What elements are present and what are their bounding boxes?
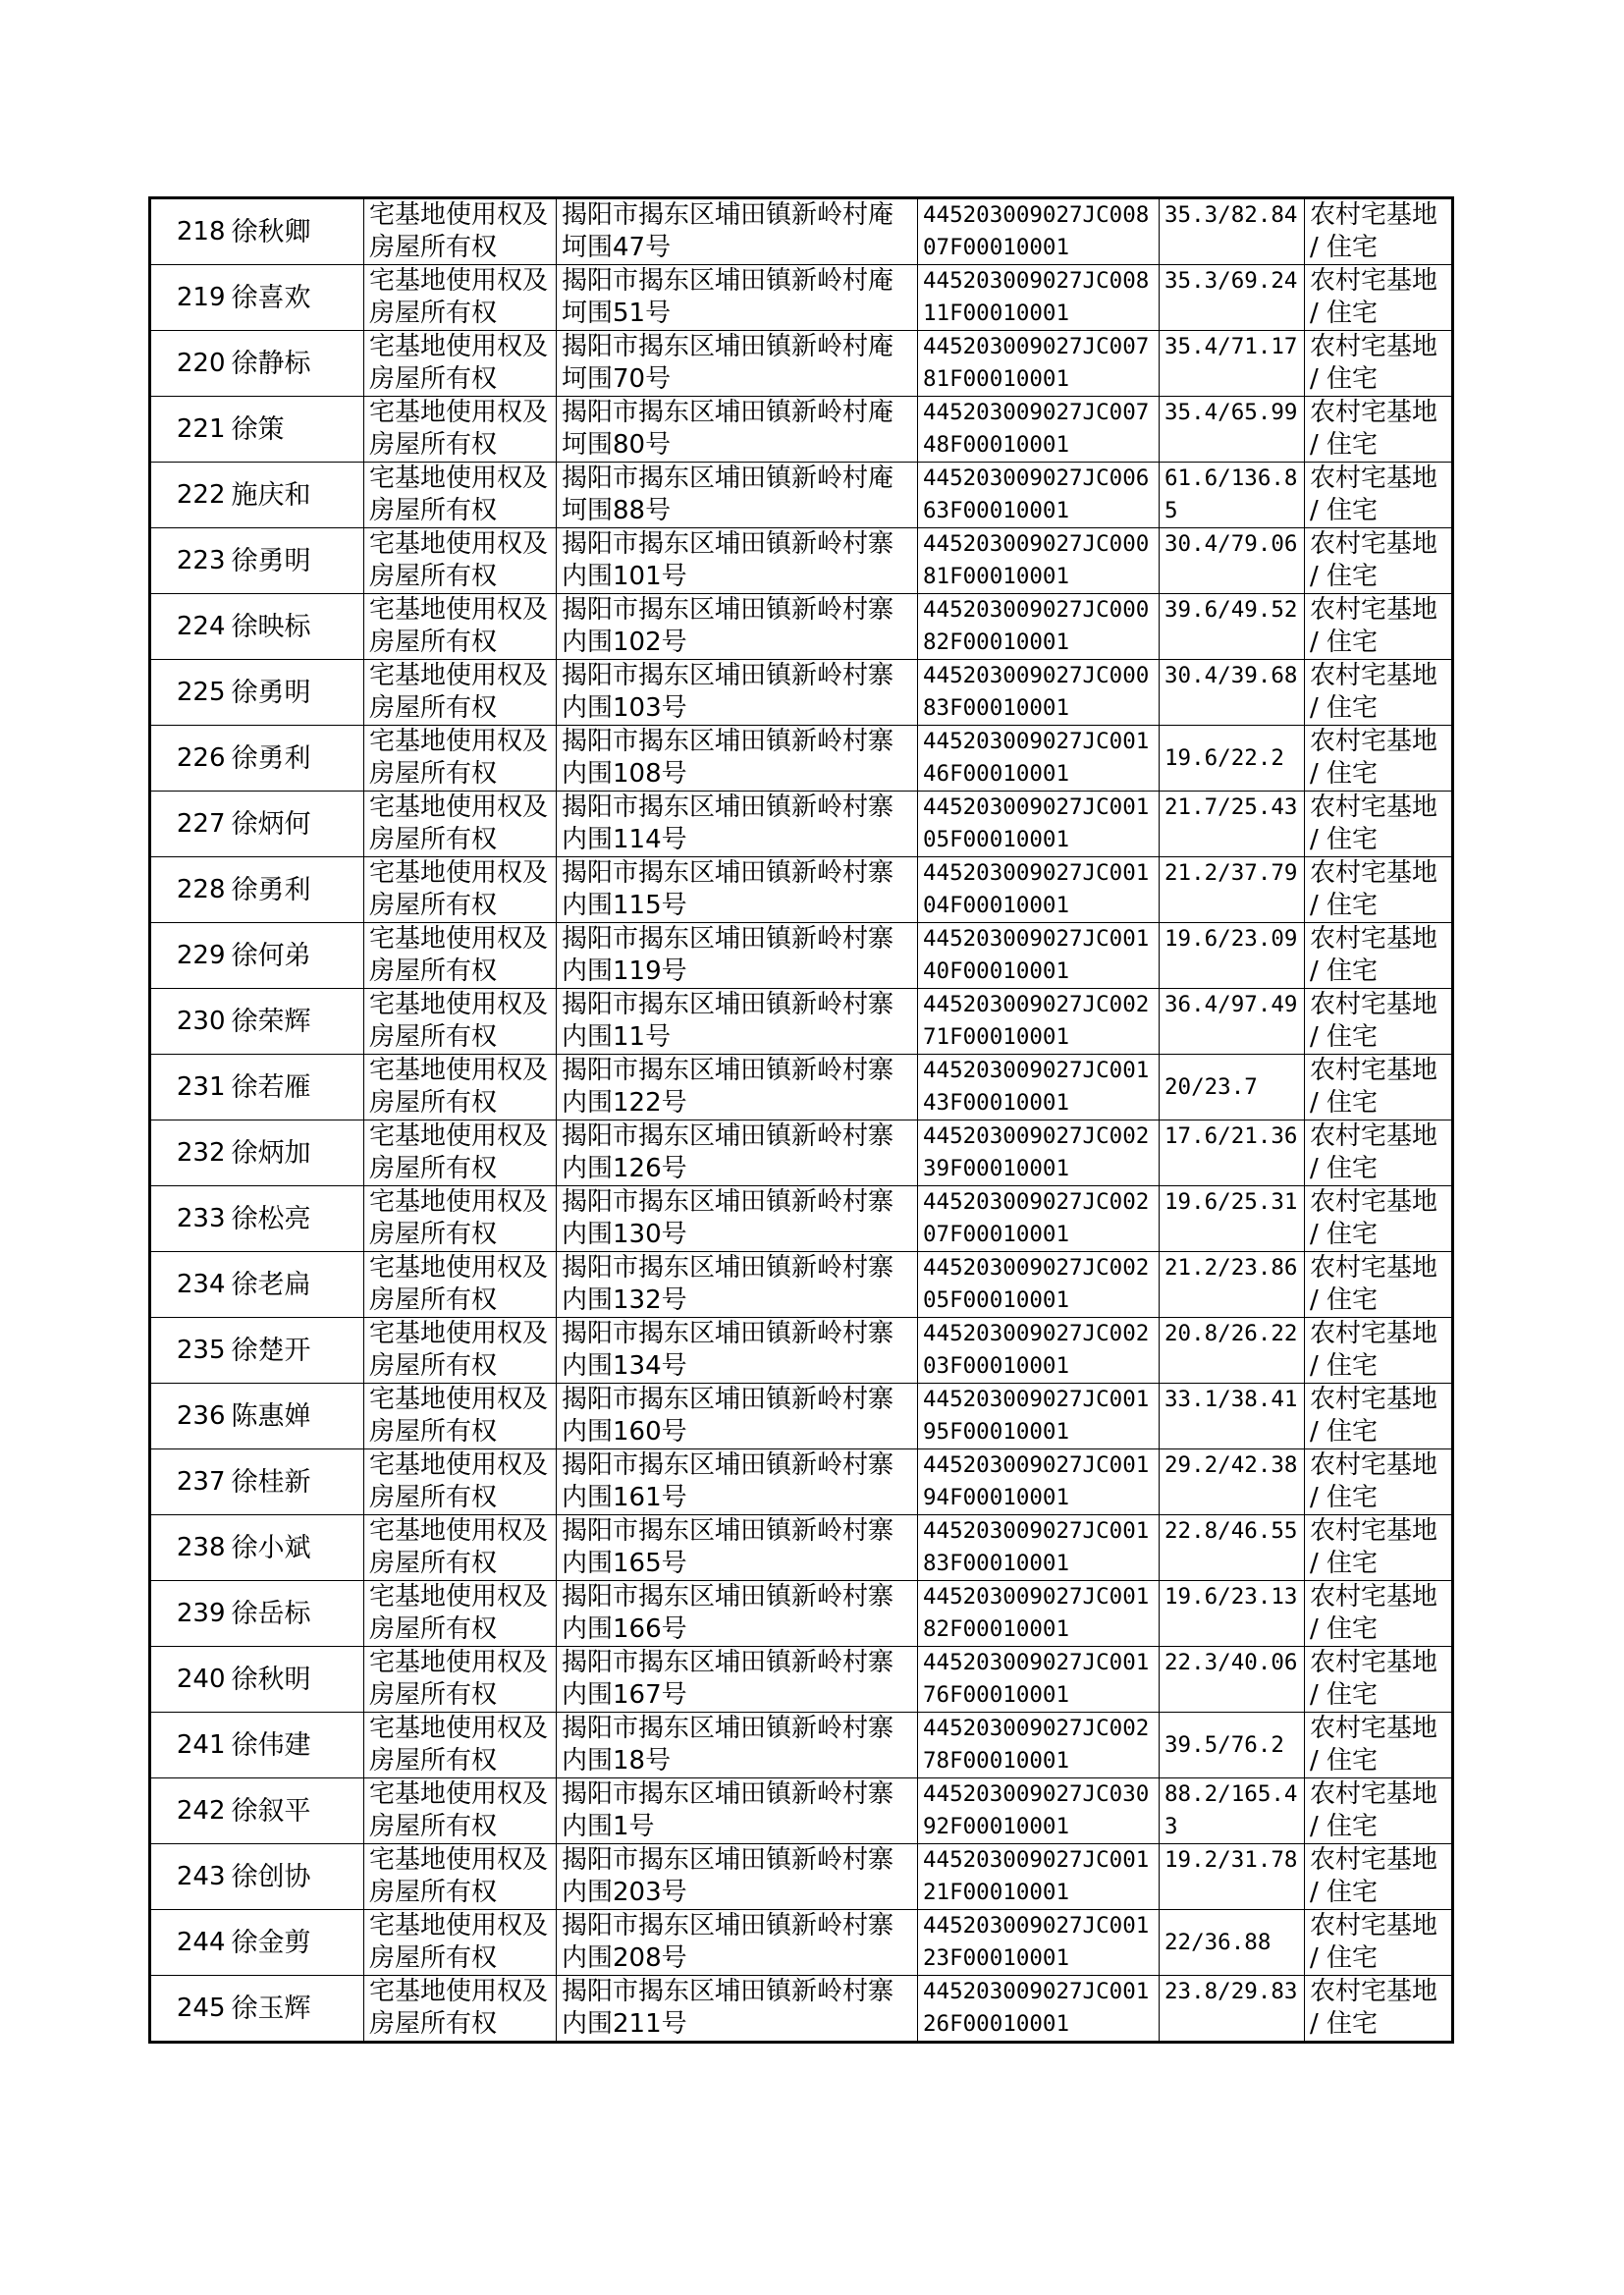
table-row [150, 1186, 1453, 1252]
owner-name: 徐映标 [229, 594, 364, 660]
property-location: 揭阳市揭东区埔田镇新岭村寨内围132号 [557, 1252, 918, 1318]
owner-name: 徐小斌 [229, 1515, 364, 1581]
owner-name: 徐炳加 [229, 1120, 364, 1186]
land-use: 农村宅基地 / 住宅 [1305, 1581, 1453, 1647]
table-row [150, 989, 1453, 1055]
area-value: 29.2/42.38 [1160, 1449, 1305, 1515]
property-location: 揭阳市揭东区埔田镇新岭村寨内围166号 [557, 1581, 918, 1647]
unit-code: 445203009027JC00205F00010001 [918, 1252, 1160, 1318]
area-value: 39.6/49.52 [1160, 594, 1305, 660]
unit-code: 445203009027JC00207F00010001 [918, 1186, 1160, 1252]
area-value: 22.8/46.55 [1160, 1515, 1305, 1581]
area-value: 35.4/71.17 [1160, 331, 1305, 397]
table-row [150, 726, 1453, 792]
table-row [150, 792, 1453, 857]
unit-code: 445203009027JC00123F00010001 [918, 1910, 1160, 1976]
unit-code: 445203009027JC00140F00010001 [918, 923, 1160, 989]
right-type: 宅基地使用权及房屋所有权 [364, 1713, 557, 1778]
owner-name: 徐若雁 [229, 1055, 364, 1120]
unit-code: 445203009027JC00146F00010001 [918, 726, 1160, 792]
right-type: 宅基地使用权及房屋所有权 [364, 1449, 557, 1515]
area-value: 35.3/82.84 [1160, 198, 1305, 265]
owner-name: 徐勇利 [229, 857, 364, 923]
land-use: 农村宅基地 / 住宅 [1305, 660, 1453, 726]
area-value: 22/36.88 [1160, 1910, 1305, 1976]
area-value: 61.6/136.85 [1160, 463, 1305, 528]
area-value: 17.6/21.36 [1160, 1120, 1305, 1186]
area-value: 19.6/25.31 [1160, 1186, 1305, 1252]
land-use: 农村宅基地 / 住宅 [1305, 1844, 1453, 1910]
row-number: 243 [150, 1844, 229, 1910]
table-row [150, 1581, 1453, 1647]
row-number: 229 [150, 923, 229, 989]
table-row [150, 265, 1453, 331]
area-value: 19.6/22.2 [1160, 726, 1305, 792]
unit-code: 445203009027JC00143F00010001 [918, 1055, 1160, 1120]
row-number: 227 [150, 792, 229, 857]
area-value: 23.8/29.83 [1160, 1976, 1305, 2043]
area-value: 20.8/26.22 [1160, 1318, 1305, 1384]
row-number: 218 [150, 198, 229, 265]
table-row [150, 1449, 1453, 1515]
owner-name: 徐叙平 [229, 1778, 364, 1844]
row-number: 240 [150, 1647, 229, 1713]
unit-code: 445203009027JC00082F00010001 [918, 594, 1160, 660]
right-type: 宅基地使用权及房屋所有权 [364, 331, 557, 397]
registry-table-body [150, 198, 1453, 2043]
area-value: 36.4/97.49 [1160, 989, 1305, 1055]
right-type: 宅基地使用权及房屋所有权 [364, 1055, 557, 1120]
property-location: 揭阳市揭东区埔田镇新岭村寨内围160号 [557, 1384, 918, 1449]
row-number: 226 [150, 726, 229, 792]
land-use: 农村宅基地 / 住宅 [1305, 857, 1453, 923]
table-row [150, 923, 1453, 989]
area-value: 19.2/31.78 [1160, 1844, 1305, 1910]
right-type: 宅基地使用权及房屋所有权 [364, 1910, 557, 1976]
owner-name: 徐创协 [229, 1844, 364, 1910]
row-number: 221 [150, 397, 229, 463]
land-use: 农村宅基地 / 住宅 [1305, 1186, 1453, 1252]
owner-name: 徐老扁 [229, 1252, 364, 1318]
right-type: 宅基地使用权及房屋所有权 [364, 857, 557, 923]
owner-name: 徐玉辉 [229, 1976, 364, 2043]
table-row [150, 397, 1453, 463]
table-row [150, 1844, 1453, 1910]
owner-name: 徐荣辉 [229, 989, 364, 1055]
land-use: 农村宅基地 / 住宅 [1305, 1647, 1453, 1713]
area-value: 33.1/38.41 [1160, 1384, 1305, 1449]
right-type: 宅基地使用权及房屋所有权 [364, 1252, 557, 1318]
row-number: 233 [150, 1186, 229, 1252]
owner-name: 徐喜欢 [229, 265, 364, 331]
row-number: 242 [150, 1778, 229, 1844]
unit-code: 445203009027JC00081F00010001 [918, 528, 1160, 594]
row-number: 230 [150, 989, 229, 1055]
area-value: 35.3/69.24 [1160, 265, 1305, 331]
property-location: 揭阳市揭东区埔田镇新岭村寨内围119号 [557, 923, 918, 989]
property-location: 揭阳市揭东区埔田镇新岭村寨内围165号 [557, 1515, 918, 1581]
right-type: 宅基地使用权及房屋所有权 [364, 265, 557, 331]
area-value: 30.4/39.68 [1160, 660, 1305, 726]
area-value: 19.6/23.13 [1160, 1581, 1305, 1647]
right-type: 宅基地使用权及房屋所有权 [364, 989, 557, 1055]
property-location: 揭阳市揭东区埔田镇新岭村寨内围134号 [557, 1318, 918, 1384]
table-row [150, 1713, 1453, 1778]
owner-name: 徐岳标 [229, 1581, 364, 1647]
land-use: 农村宅基地 / 住宅 [1305, 989, 1453, 1055]
unit-code: 445203009027JC00271F00010001 [918, 989, 1160, 1055]
property-location: 揭阳市揭东区埔田镇新岭村庵坷围51号 [557, 265, 918, 331]
area-value: 88.2/165.43 [1160, 1778, 1305, 1844]
unit-code: 445203009027JC00104F00010001 [918, 857, 1160, 923]
area-value: 21.2/37.79 [1160, 857, 1305, 923]
unit-code: 445203009027JC03092F00010001 [918, 1778, 1160, 1844]
unit-code: 445203009027JC00126F00010001 [918, 1976, 1160, 2043]
property-location: 揭阳市揭东区埔田镇新岭村寨内围208号 [557, 1910, 918, 1976]
owner-name: 徐桂新 [229, 1449, 364, 1515]
table-row [150, 1120, 1453, 1186]
property-location: 揭阳市揭东区埔田镇新岭村寨内围126号 [557, 1120, 918, 1186]
row-number: 239 [150, 1581, 229, 1647]
row-number: 222 [150, 463, 229, 528]
row-number: 235 [150, 1318, 229, 1384]
unit-code: 445203009027JC00121F00010001 [918, 1844, 1160, 1910]
land-use: 农村宅基地 / 住宅 [1305, 726, 1453, 792]
property-location: 揭阳市揭东区埔田镇新岭村庵坷围70号 [557, 331, 918, 397]
owner-name: 徐策 [229, 397, 364, 463]
owner-name: 徐楚开 [229, 1318, 364, 1384]
land-use: 农村宅基地 / 住宅 [1305, 923, 1453, 989]
right-type: 宅基地使用权及房屋所有权 [364, 923, 557, 989]
table-row [150, 1976, 1453, 2043]
owner-name: 徐松亮 [229, 1186, 364, 1252]
table-row [150, 1515, 1453, 1581]
unit-code: 445203009027JC00183F00010001 [918, 1515, 1160, 1581]
unit-code: 445203009027JC00203F00010001 [918, 1318, 1160, 1384]
unit-code: 445203009027JC00807F00010001 [918, 198, 1160, 265]
property-location: 揭阳市揭东区埔田镇新岭村庵坷围80号 [557, 397, 918, 463]
table-row [150, 1647, 1453, 1713]
table-row [150, 594, 1453, 660]
right-type: 宅基地使用权及房屋所有权 [364, 1120, 557, 1186]
row-number: 237 [150, 1449, 229, 1515]
area-value: 39.5/76.2 [1160, 1713, 1305, 1778]
unit-code: 445203009027JC00195F00010001 [918, 1384, 1160, 1449]
row-number: 238 [150, 1515, 229, 1581]
land-use: 农村宅基地 / 住宅 [1305, 1055, 1453, 1120]
land-use: 农村宅基地 / 住宅 [1305, 1515, 1453, 1581]
owner-name: 徐勇明 [229, 660, 364, 726]
land-use: 农村宅基地 / 住宅 [1305, 1778, 1453, 1844]
table-row [150, 198, 1453, 265]
property-location: 揭阳市揭东区埔田镇新岭村寨内围167号 [557, 1647, 918, 1713]
area-value: 21.2/23.86 [1160, 1252, 1305, 1318]
land-use: 农村宅基地 / 住宅 [1305, 331, 1453, 397]
row-number: 232 [150, 1120, 229, 1186]
unit-code: 445203009027JC00781F00010001 [918, 331, 1160, 397]
table-row [150, 1778, 1453, 1844]
owner-name: 陈惠婵 [229, 1384, 364, 1449]
table-row [150, 1318, 1453, 1384]
table-row [150, 331, 1453, 397]
unit-code: 445203009027JC00194F00010001 [918, 1449, 1160, 1515]
row-number: 228 [150, 857, 229, 923]
row-number: 219 [150, 265, 229, 331]
land-use: 农村宅基地 / 住宅 [1305, 1976, 1453, 2043]
table-row [150, 660, 1453, 726]
property-location: 揭阳市揭东区埔田镇新岭村寨内围203号 [557, 1844, 918, 1910]
property-location: 揭阳市揭东区埔田镇新岭村寨内围11号 [557, 989, 918, 1055]
unit-code: 445203009027JC00239F00010001 [918, 1120, 1160, 1186]
area-value: 20/23.7 [1160, 1055, 1305, 1120]
land-use: 农村宅基地 / 住宅 [1305, 792, 1453, 857]
row-number: 223 [150, 528, 229, 594]
table-row [150, 857, 1453, 923]
land-use: 农村宅基地 / 住宅 [1305, 1384, 1453, 1449]
owner-name: 施庆和 [229, 463, 364, 528]
right-type: 宅基地使用权及房屋所有权 [364, 1778, 557, 1844]
right-type: 宅基地使用权及房屋所有权 [364, 1581, 557, 1647]
right-type: 宅基地使用权及房屋所有权 [364, 1647, 557, 1713]
row-number: 244 [150, 1910, 229, 1976]
land-use: 农村宅基地 / 住宅 [1305, 1449, 1453, 1515]
row-number: 236 [150, 1384, 229, 1449]
owner-name: 徐秋卿 [229, 198, 364, 265]
property-location: 揭阳市揭东区埔田镇新岭村寨内围1号 [557, 1778, 918, 1844]
right-type: 宅基地使用权及房屋所有权 [364, 1844, 557, 1910]
right-type: 宅基地使用权及房屋所有权 [364, 726, 557, 792]
table-row [150, 1252, 1453, 1318]
right-type: 宅基地使用权及房屋所有权 [364, 198, 557, 265]
unit-code: 445203009027JC00182F00010001 [918, 1581, 1160, 1647]
table-row [150, 1384, 1453, 1449]
registry-table [148, 196, 1454, 2044]
unit-code: 445203009027JC00663F00010001 [918, 463, 1160, 528]
area-value: 22.3/40.06 [1160, 1647, 1305, 1713]
land-use: 农村宅基地 / 住宅 [1305, 1120, 1453, 1186]
property-location: 揭阳市揭东区埔田镇新岭村寨内围101号 [557, 528, 918, 594]
right-type: 宅基地使用权及房屋所有权 [364, 792, 557, 857]
unit-code: 445203009027JC00176F00010001 [918, 1647, 1160, 1713]
right-type: 宅基地使用权及房屋所有权 [364, 594, 557, 660]
area-value: 19.6/23.09 [1160, 923, 1305, 989]
row-number: 234 [150, 1252, 229, 1318]
row-number: 225 [150, 660, 229, 726]
right-type: 宅基地使用权及房屋所有权 [364, 1318, 557, 1384]
property-location: 揭阳市揭东区埔田镇新岭村庵坷围88号 [557, 463, 918, 528]
owner-name: 徐炳何 [229, 792, 364, 857]
area-value: 35.4/65.99 [1160, 397, 1305, 463]
property-location: 揭阳市揭东区埔田镇新岭村寨内围115号 [557, 857, 918, 923]
property-location: 揭阳市揭东区埔田镇新岭村寨内围108号 [557, 726, 918, 792]
unit-code: 445203009027JC00748F00010001 [918, 397, 1160, 463]
right-type: 宅基地使用权及房屋所有权 [364, 1186, 557, 1252]
table-row [150, 1055, 1453, 1120]
property-location: 揭阳市揭东区埔田镇新岭村寨内围18号 [557, 1713, 918, 1778]
land-use: 农村宅基地 / 住宅 [1305, 198, 1453, 265]
row-number: 241 [150, 1713, 229, 1778]
property-location: 揭阳市揭东区埔田镇新岭村寨内围102号 [557, 594, 918, 660]
property-location: 揭阳市揭东区埔田镇新岭村寨内围211号 [557, 1976, 918, 2043]
unit-code: 445203009027JC00811F00010001 [918, 265, 1160, 331]
unit-code: 445203009027JC00278F00010001 [918, 1713, 1160, 1778]
right-type: 宅基地使用权及房屋所有权 [364, 1384, 557, 1449]
right-type: 宅基地使用权及房屋所有权 [364, 397, 557, 463]
row-number: 231 [150, 1055, 229, 1120]
owner-name: 徐伟建 [229, 1713, 364, 1778]
land-use: 农村宅基地 / 住宅 [1305, 528, 1453, 594]
unit-code: 445203009027JC00083F00010001 [918, 660, 1160, 726]
property-location: 揭阳市揭东区埔田镇新岭村寨内围161号 [557, 1449, 918, 1515]
table-row [150, 1910, 1453, 1976]
right-type: 宅基地使用权及房屋所有权 [364, 528, 557, 594]
table-row [150, 528, 1453, 594]
land-use: 农村宅基地 / 住宅 [1305, 594, 1453, 660]
property-location: 揭阳市揭东区埔田镇新岭村庵坷围47号 [557, 198, 918, 265]
right-type: 宅基地使用权及房屋所有权 [364, 463, 557, 528]
right-type: 宅基地使用权及房屋所有权 [364, 660, 557, 726]
owner-name: 徐勇利 [229, 726, 364, 792]
row-number: 245 [150, 1976, 229, 2043]
owner-name: 徐勇明 [229, 528, 364, 594]
property-location: 揭阳市揭东区埔田镇新岭村寨内围130号 [557, 1186, 918, 1252]
owner-name: 徐何弟 [229, 923, 364, 989]
land-use: 农村宅基地 / 住宅 [1305, 265, 1453, 331]
unit-code: 445203009027JC00105F00010001 [918, 792, 1160, 857]
row-number: 220 [150, 331, 229, 397]
property-location: 揭阳市揭东区埔田镇新岭村寨内围122号 [557, 1055, 918, 1120]
area-value: 21.7/25.43 [1160, 792, 1305, 857]
land-use: 农村宅基地 / 住宅 [1305, 1318, 1453, 1384]
property-location: 揭阳市揭东区埔田镇新岭村寨内围114号 [557, 792, 918, 857]
land-use: 农村宅基地 / 住宅 [1305, 397, 1453, 463]
land-use: 农村宅基地 / 住宅 [1305, 1252, 1453, 1318]
land-use: 农村宅基地 / 住宅 [1305, 463, 1453, 528]
row-number: 224 [150, 594, 229, 660]
table-row [150, 463, 1453, 528]
area-value: 30.4/79.06 [1160, 528, 1305, 594]
land-use: 农村宅基地 / 住宅 [1305, 1910, 1453, 1976]
right-type: 宅基地使用权及房屋所有权 [364, 1976, 557, 2043]
owner-name: 徐秋明 [229, 1647, 364, 1713]
right-type: 宅基地使用权及房屋所有权 [364, 1515, 557, 1581]
property-location: 揭阳市揭东区埔田镇新岭村寨内围103号 [557, 660, 918, 726]
land-use: 农村宅基地 / 住宅 [1305, 1713, 1453, 1778]
owner-name: 徐金剪 [229, 1910, 364, 1976]
owner-name: 徐静标 [229, 331, 364, 397]
